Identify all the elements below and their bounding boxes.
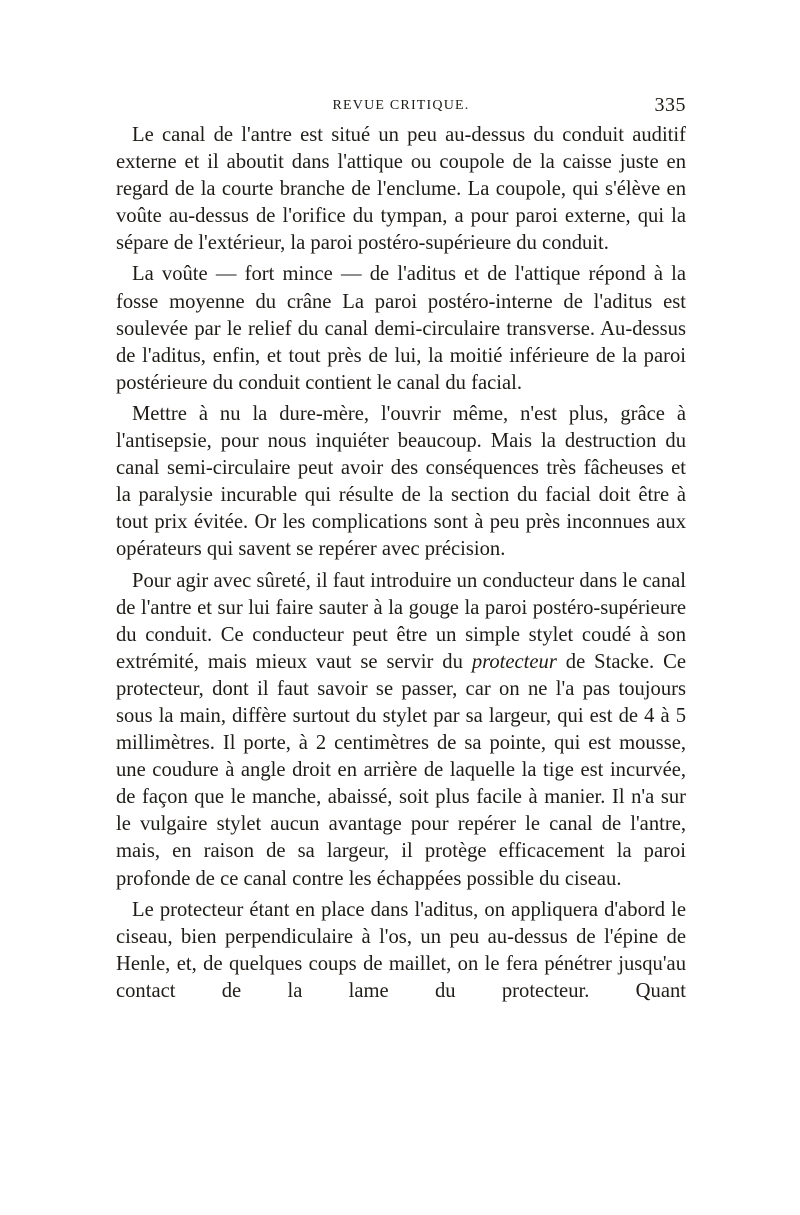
running-head bbox=[116, 92, 686, 122]
paragraph bbox=[116, 261, 686, 396]
page bbox=[116, 92, 686, 1005]
body-text bbox=[116, 122, 686, 1005]
paragraph bbox=[116, 897, 686, 1005]
italic-term: protecteur bbox=[471, 650, 557, 673]
paragraph-text: de Stacke. Ce protecteur, dont il faut savoir se passer, car on ne l'a pas toujours sous la main, diffère surtout du stylet par sa largeur, qui est de 4 à 5 millimètres. Il porte, à 2 centimètres de sa pointe, qui est mousse, une coudure à angle droit en arrière de laquelle la tige est incurvée, de façon que le manche, abaissé, soit plus facile à manier. Il n'a sur le vulgaire stylet aucun avantage pour repérer le canal de l'antre, mais, en raison de sa largeur, il protège efficacement la paroi profonde de ce canal contre les échappées possible du ciseau. bbox=[116, 650, 686, 890]
paragraph-text: Mettre à nu la dure-mère, l'ouvrir même, n'est plus, grâce à l'antisepsie, pour nous inquiéter beaucoup. Mais la destruction du canal semi-circulaire peut avoir des conséquences très fâcheuses et la paralysie incurable qui résulte de la section du facial doit être à tout prix évitée. Or les complications sont à peu près inconnues aux opérateurs qui savent se repérer avec précision. bbox=[116, 402, 686, 561]
paragraph-text: Pour agir avec sûreté, il faut introduire un conducteur dans le canal de l'antre et sur lui faire sauter à la gouge la paroi postéro-supérieure du conduit. Ce conducteur peut être un simple stylet coudé à son extrémité, mais mieux vaut se servir du bbox=[116, 569, 686, 673]
paragraph-text: La voûte — fort mince — de l'aditus et de l'attique répond à la fosse moyenne du crâne La paroi postéro-interne de l'aditus est soulevée par le relief du canal demi-circulaire transverse. Au-dessus de l'aditus, enfin, et tout près de lui, la moitié inférieure de la paroi postérieure du conduit contient le canal du facial. bbox=[116, 263, 686, 394]
running-head-title: REVUE CRITIQUE. bbox=[332, 98, 470, 113]
paragraph-text: Le canal de l'antre est situé un peu au-dessus du conduit auditif externe et il aboutit dans l'attique ou coupole de la caisse juste en regard de la courte branche de l'enclume. La coupole, qui s'élève en voûte au-dessus de l'orifice du tympan, a pour paroi externe, qui la sépare de l'extérieur, la paroi postéro-supérieure du conduit. bbox=[116, 124, 686, 255]
page-number: 335 bbox=[654, 94, 686, 116]
paragraph bbox=[116, 568, 686, 893]
paragraph bbox=[116, 122, 686, 257]
paragraph-text: Le protecteur étant en place dans l'aditus, on appliquera d'abord le ciseau, bien perpendiculaire à l'os, un peu au-dessus de l'épine de Henle, et, de quelques coups de maillet, on le fera pénétrer jusqu'au contact de la lame du protecteur. Quant bbox=[116, 898, 686, 1002]
paragraph bbox=[116, 401, 686, 564]
